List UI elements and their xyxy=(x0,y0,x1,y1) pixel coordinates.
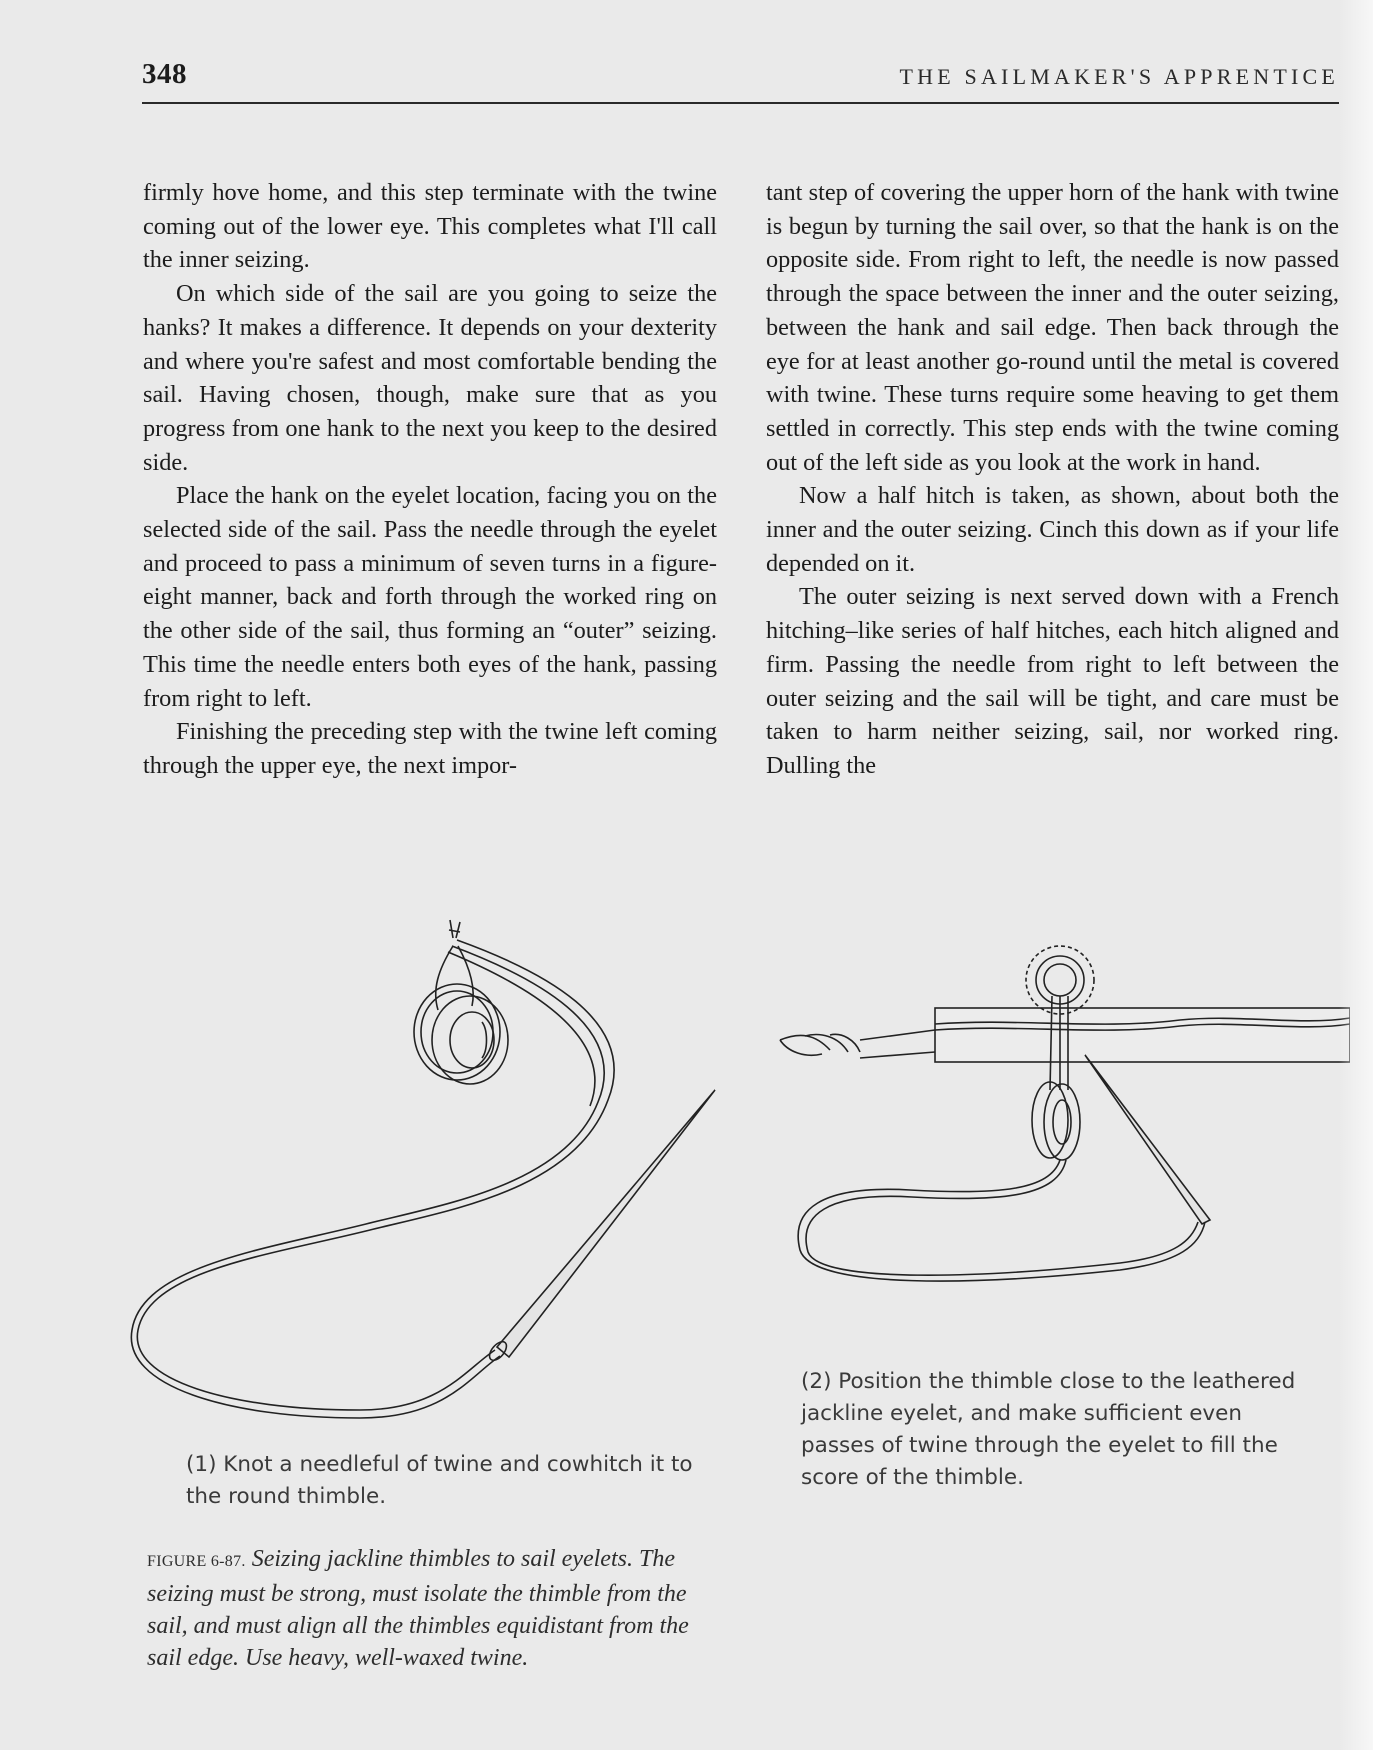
text-column-right xyxy=(766,176,1339,783)
paragraph: Place the hank on the eyelet location, facing you on the selected side of the sail. Pass the needle through the eyelet and proceed to pass a minimum of seven turns in a figure-eight manner, back and forth through the worked ring on the other side of the sail, thus forming an “outer” seizing. This time the needle enters both eyes of the hank, passing from right to left. xyxy=(143,482,717,712)
paragraph: On which side of the sail are you going to seize the hanks? It makes a difference. It depends on your dexterity and where you're safest and most comfortable bending the sail. Having chosen, though, make sure that as you progress from one hank to the next you keep to the desired side. xyxy=(143,280,717,476)
figure-label: FIGURE 6-87. xyxy=(147,1553,246,1570)
page-edge xyxy=(1339,0,1373,1750)
paragraph: Now a half hitch is taken, as shown, about both the inner and the outer seizing. Cinch this down as if your life depended on it. xyxy=(766,482,1339,577)
text-column-left xyxy=(143,176,717,783)
paragraph: tant step of covering the upper horn of the hank with twine is begun by turning the sail over, so that the hank is on the opposite side. From right to left, the needle is now passed through the space between the inner and the outer seizing, between the hank and sail edge. Then back through the eye for at least another go-round until the metal is covered with twine. These turns require some heaving to get them settled in correctly. This step ends with the twine coming out of the left side as you look at the work in hand. xyxy=(766,179,1339,476)
paragraph: The outer seizing is next served down with a French hitching–like series of half hitches, each hitch aligned and firm. Passing the needle from right to left between the outer seizing and the sail will be tight, and care must be taken to harm neither seizing, sail, nor worked ring. Dulling the xyxy=(766,583,1339,779)
paragraph: Finishing the preceding step with the twine left coming through the upper eye, the next impor- xyxy=(143,718,717,779)
page-number: 348 xyxy=(142,58,187,90)
figure-caption-text: Seizing jackline thimbles to sail eyelets. The seizing must be strong, must isolate the thimble from the sail, and must align all the thimbles equidistant from the sail edge. Use heavy, well-waxed twine. xyxy=(147,1546,689,1671)
paragraph: firmly hove home, and this step terminate with the twine coming out of the lower eye. This completes what I'll call the inner seizing. xyxy=(143,179,717,274)
running-head: THE SAILMAKER'S APPRENTICE xyxy=(899,64,1339,89)
figure-caption-panel-1: (1) Knot a needleful of twine and cowhitch it to the round thimble. xyxy=(186,1452,693,1509)
figure-caption xyxy=(147,1543,727,1674)
header-rule xyxy=(142,102,1339,104)
eyelet-seizing-illustration xyxy=(760,940,1350,1320)
needle-thimble-illustration xyxy=(120,910,740,1430)
figure-caption-panel-2: (2) Position the thimble close to the leathered jackline eyelet, and make sufficient even passes of twine through the eyelet to fill the score of the thimble. xyxy=(801,1369,1296,1490)
